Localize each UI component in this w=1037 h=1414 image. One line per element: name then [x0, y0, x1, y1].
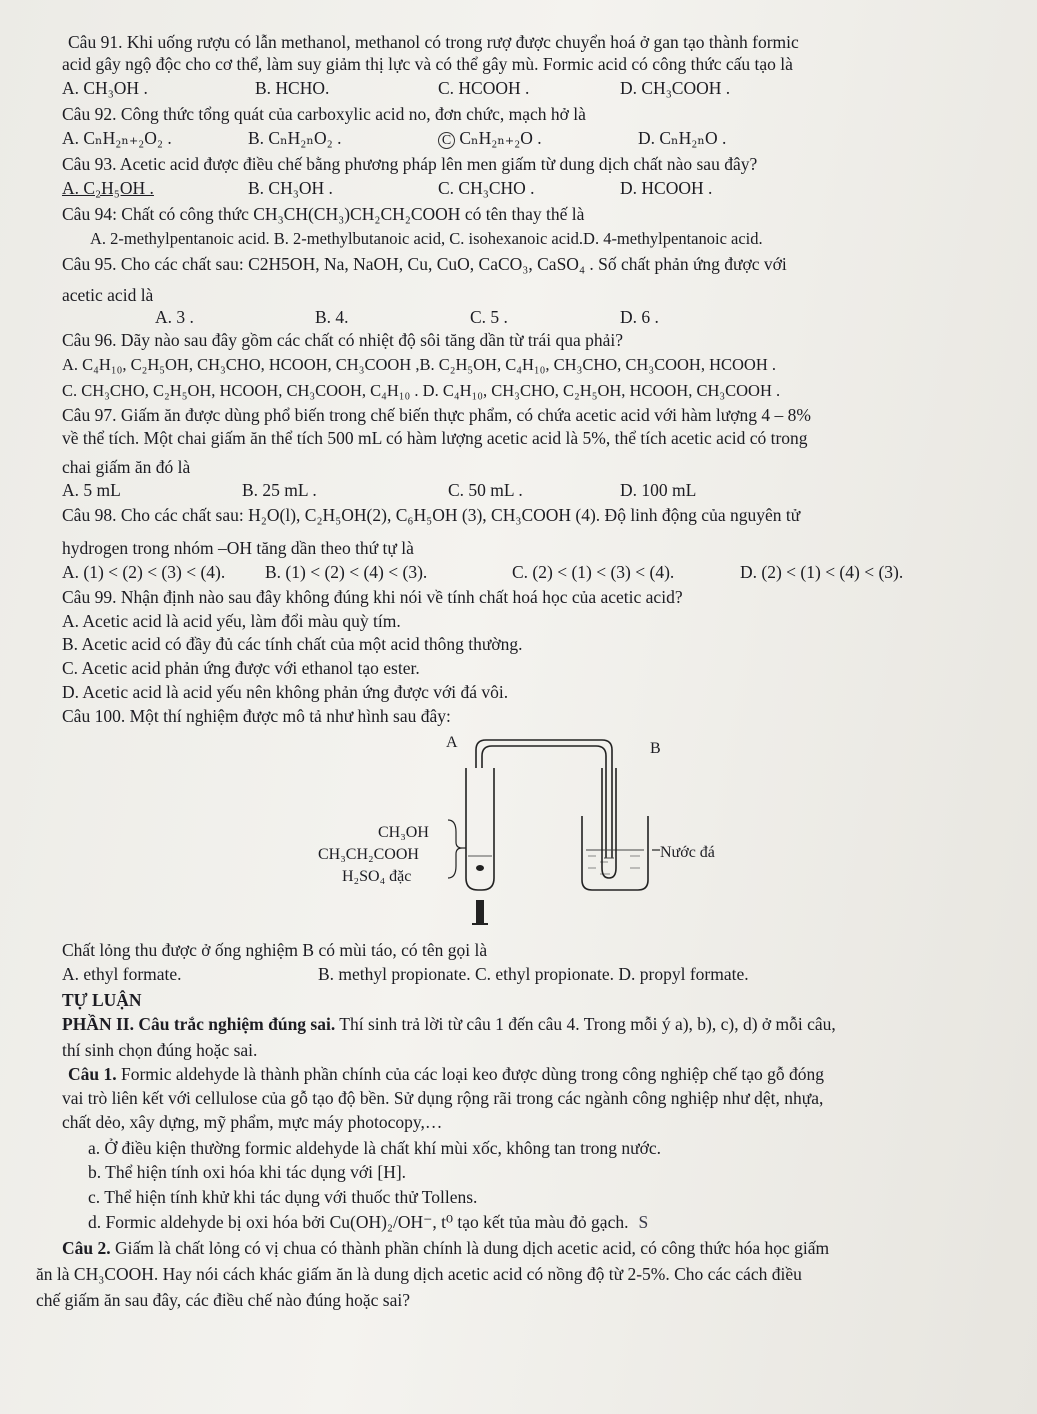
part2-instructions-text: Thí sinh trả lời từ câu 1 đến câu 4. Trong mỗi ý a), b), c), d) ở mỗi câu, — [335, 1014, 836, 1034]
part2-instructions-line2: thí sinh chọn đúng hoặc sai. — [62, 1040, 258, 1060]
tube-b-label: B — [650, 740, 661, 757]
q100-options-bcd: B. methyl propionate. C. ethyl propionate. D. propyl formate. — [318, 964, 749, 984]
q91-option-c: C. HCOOH . — [438, 78, 530, 98]
q92-option-a: A. CₙH₂ₙ₊₂O₂ . — [62, 128, 172, 148]
q98-option-b: B. (1) < (2) < (4) < (3). — [265, 562, 428, 582]
q95-stem-line1: Câu 95. Cho các chất sau: C2H5OH, Na, NaOH, Cu, CuO, CaCO₃, CaSO₄ . Số chất phản ứng được với — [62, 254, 787, 274]
q95-option-d: D. 6 . — [620, 307, 659, 327]
q99-option-c: C. Acetic acid phản ứng được với ethanol tạo ester. — [62, 658, 420, 678]
q95-stem-line2: acetic acid là — [62, 285, 154, 305]
c1-statement-d-text: d. Formic aldehyde bị oxi hóa bởi Cu(OH)₂/OH⁻, t⁰ tạo kết tủa màu đỏ gạch. — [88, 1212, 629, 1232]
part2-title: PHẦN II. Câu trắc nghiệm đúng sai. — [62, 1014, 336, 1034]
q97-stem-line2: về thể tích. Một chai giấm ăn thể tích 500 mL có hàm lượng acetic acid là 5%, thể tích acetic acid có trong — [62, 428, 808, 448]
q98-option-a: A. (1) < (2) < (3) < (4). — [62, 562, 226, 582]
handwritten-mark: S — [638, 1212, 649, 1232]
c2-title: Câu 2. — [62, 1238, 111, 1258]
ice-water-label: Nước đá — [660, 844, 715, 861]
q92-option-d: D. CₙH₂ₙO . — [638, 128, 727, 148]
q99-option-a: A. Acetic acid là acid yếu, làm đổi màu quỳ tím. — [62, 611, 401, 631]
q95-option-c: C. 5 . — [470, 307, 508, 327]
essay-heading: TỰ LUẬN — [62, 990, 142, 1010]
q91-stem-line2: acid gây ngộ độc cho cơ thể, làm suy giảm thị lực và có thể gây mù. Formic acid có công thức cấu tạo là — [62, 54, 793, 74]
q93-option-a: A. C₂H₅OH . — [62, 178, 154, 198]
c1-statement-a: a. Ở điều kiện thường formic aldehyde là chất khí mùi xốc, không tan trong nước. — [88, 1138, 662, 1158]
c2-line2: ăn là CH₃COOH. Hay nói cách khác giấm ăn là dung dịch acetic acid có nồng độ từ 2-5%. Cho các cách điều — [36, 1264, 802, 1284]
c1-line2: vai trò liên kết với cellulose của gỗ tạo độ bền. Sử dụng rộng rãi trong các ngành công nghiệp như dệt, nhựa, — [62, 1088, 824, 1108]
q92-circled-answer: C — [438, 132, 455, 149]
q97-option-a: A. 5 mL — [62, 480, 121, 500]
q98-option-c: C. (2) < (1) < (3) < (4). — [512, 562, 675, 582]
q92-option-c-text: CₙH₂ₙ₊₂O . — [455, 128, 542, 148]
reagent-propanoic-acid: CH₃CH₂COOH — [318, 846, 419, 863]
q99-stem: Câu 99. Nhận định nào sau đây không đúng khi nói về tính chất hoá học của acetic acid? — [62, 587, 683, 607]
q100-option-a: A. ethyl formate. — [62, 964, 182, 984]
q96-options-ab: A. C₄H₁₀, C₂H₅OH, CH₃CHO, HCOOH, CH₃COOH ,B. C₂H₅OH, C₄H₁₀, CH₃CHO, CH₃COOH, HCOOH . — [62, 355, 777, 374]
q97-option-d: D. 100 mL — [620, 480, 697, 500]
q98-stem-line1: Câu 98. Cho các chất sau: H₂O(l), C₂H₅OH(2), C₆H₅OH (3), CH₃COOH (4). Độ linh động của nguyên tử — [62, 505, 801, 525]
q93-option-b: B. CH₃OH . — [248, 178, 333, 198]
q98-option-d: D. (2) < (1) < (4) < (3). — [740, 562, 904, 582]
q99-option-d: D. Acetic acid là acid yếu nên không phản ứng được với đá vôi. — [62, 682, 509, 702]
c1-title: Câu 1. — [68, 1064, 117, 1084]
c2-line1 — [62, 1238, 829, 1260]
q96-stem: Câu 96. Dãy nào sau đây gồm các chất có nhiệt độ sôi tăng dần từ trái qua phải? — [62, 330, 624, 350]
q91-option-d: D. CH₃COOH . — [620, 78, 731, 98]
q92-stem: Câu 92. Công thức tổng quát của carboxylic acid no, đơn chức, mạch hở là — [62, 104, 586, 124]
q91-option-b: B. HCHO. — [255, 78, 330, 98]
q94-stem: Câu 94: Chất có công thức CH₃CH(CH₃)CH₂CH₂COOH có tên thay thế là — [62, 204, 585, 224]
q92-option-c — [438, 128, 542, 150]
c1-statement-b: b. Thể hiện tính oxi hóa khi tác dụng với [H]. — [88, 1162, 407, 1182]
distillation-apparatus — [300, 728, 760, 928]
q93-option-d: D. HCOOH . — [620, 178, 713, 198]
q93-stem: Câu 93. Acetic acid được điều chế bằng phương pháp lên men giấm từ dung dịch chất nào sau đây? — [62, 154, 758, 174]
q91-option-a: A. CH₃OH . — [62, 78, 148, 98]
c2-line3: chế giấm ăn sau đây, các điều chế nào đúng hoặc sai? — [36, 1290, 410, 1310]
q92-option-b: B. CₙH₂ₙO₂ . — [248, 128, 342, 148]
c2-line1-text: Giấm là chất lỏng có vị chua có thành phần chính là dung dịch acetic acid, có công thức hóa học giấm — [110, 1238, 830, 1258]
tube-a-label: A — [446, 734, 458, 751]
q100-question: Chất lỏng thu được ở ống nghiệm B có mùi táo, có tên gọi là — [62, 940, 488, 960]
q97-stem-line1: Câu 97. Giấm ăn được dùng phổ biến trong chế biến thực phẩm, có chứa acetic acid với hàm lượng 4 – 8% — [62, 405, 811, 425]
q96-options-cd: C. CH₃CHO, C₂H₅OH, HCOOH, CH₃COOH, C₄H₁₀ . D. C₄H₁₀, CH₃CHO, C₂H₅OH, HCOOH, CH₃COOH . — [62, 381, 781, 400]
q95-option-a: A. 3 . — [155, 307, 194, 327]
c1-line3: chất dẻo, xây dựng, mỹ phẩm, mực máy photocopy,… — [62, 1112, 443, 1132]
q97-option-b: B. 25 mL . — [242, 480, 317, 500]
q95-option-b: B. 4. — [315, 307, 349, 327]
q100-stem: Câu 100. Một thí nghiệm được mô tả như hình sau đây: — [62, 706, 451, 726]
experiment-diagram — [300, 728, 760, 928]
q97-option-c: C. 50 mL . — [448, 480, 523, 500]
q97-stem-line3: chai giấm ăn đó là — [62, 457, 191, 477]
q98-stem-line2: hydrogen trong nhóm –OH tăng dần theo thứ tự là — [62, 538, 414, 558]
q99-option-b: B. Acetic acid có đầy đủ các tính chất của một acid thông thường. — [62, 634, 523, 654]
c1-line1-text: Formic aldehyde là thành phần chính của các loại keo được dùng trong công nghiệp chế tạo gỗ đóng — [116, 1064, 824, 1084]
q91-stem-line1: Câu 91. Khi uống rượu có lẫn methanol, methanol có trong rượ được chuyển hoá ở gan tạo thành formic — [68, 32, 799, 52]
reagent-sulfuric-acid: H₂SO₄ đặc — [342, 868, 412, 885]
c1-statement-c: c. Thể hiện tính khử khi tác dụng với thuốc thử Tollens. — [88, 1187, 478, 1207]
c1-line1 — [68, 1064, 824, 1086]
c1-statement-d — [88, 1212, 648, 1234]
part2-instructions — [62, 1014, 836, 1036]
q94-options: A. 2-methylpentanoic acid. B. 2-methylbutanoic acid, C. isohexanoic acid.D. 4-methylpentanoic acid. — [90, 229, 763, 248]
reagent-methanol: CH₃OH — [378, 824, 429, 841]
q93-option-c: C. CH₃CHO . — [438, 178, 535, 198]
